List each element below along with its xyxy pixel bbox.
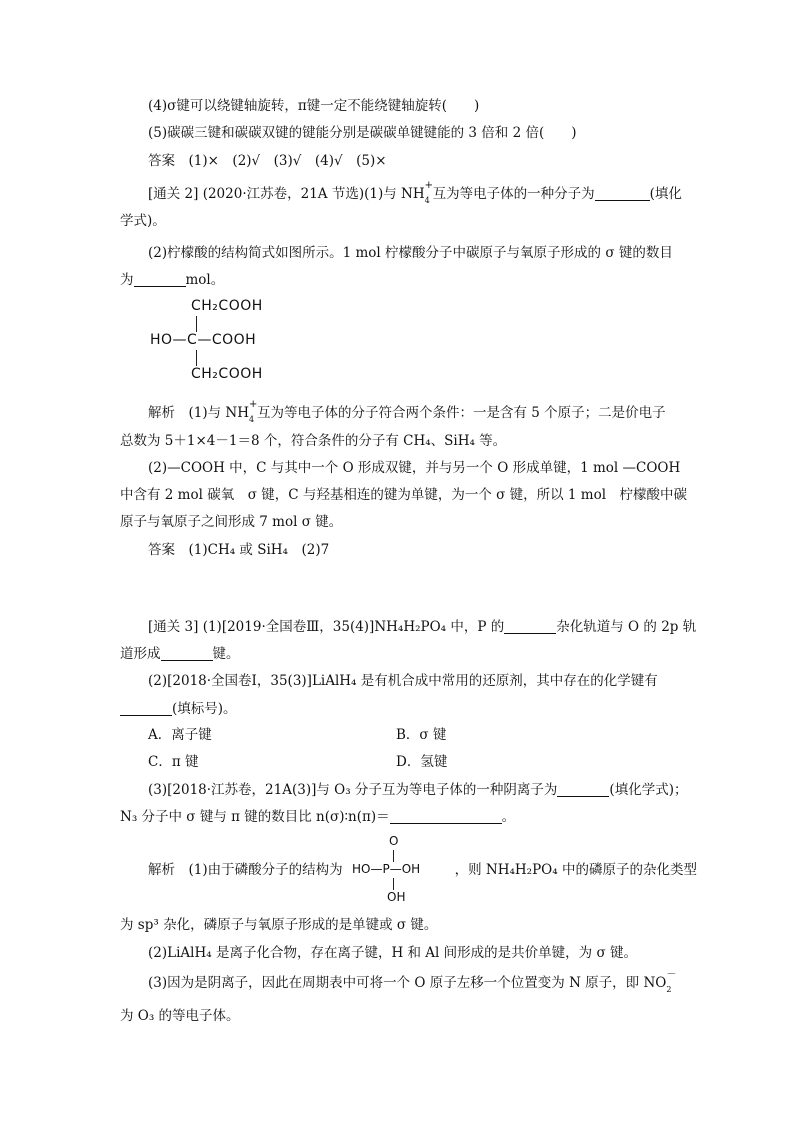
structure-middle: HO—C—COOH [150,332,257,348]
option-c: C．π 键 [148,754,199,770]
tg3-line2: 道形成 键。 [120,646,240,662]
ammonium-ion-mark: + 4 [249,399,258,424]
tg2-line1-c: (填化 [649,186,682,202]
tg2-jiexi1: 解析 (1)与 NH + 4 互为等电子体的分子符合两个条件：一是含有 5 个原子；二是价电子 [148,399,666,424]
option-b: B．σ 键 [396,727,447,743]
tg3-q3-line1: (3)[2018·江苏卷，21A(3)]与 O₃ 分子互为等电子体的一种阴离子为 (填化学式)； [148,782,688,798]
tg2-line1-b: 互为等电子体的一种分子为 [432,186,595,202]
tg2-line1 [148,180,682,205]
tg2-jiexi5: 原子与氧原子之间形成 7 mol σ 键。 [120,514,343,530]
answer-2: 答案 (1)CH₄ 或 SiH₄ (2)7 [148,542,330,558]
tg3-line1: [通关 3] (1)[2019·全国卷Ⅲ，35(4)]NH₄H₂PO₄ 中，P 的 杂化轨道与 O 的 2p 轨 [148,619,697,635]
tg2-q2-line2: 为 mol。 [120,272,225,288]
option-a: A．离子键 [148,727,212,743]
structure-bottom: CH₂COOH [191,366,263,382]
answer-blank[interactable] [161,646,213,661]
tg3-jiexi1: 解析 (1)由于磷酸分子的结构为 ，则 NH₄H₂PO₄ 中的磷原子的杂化类型 [148,862,697,878]
bond-line [393,878,394,890]
phos-middle: HO—P—OH [352,862,421,876]
tg3-q3-line2: N₃ 分子中 σ 键与 π 键的数目比 n(σ)∶n(π)＝ 。 [120,809,516,825]
tg3-jiexi4: (3)因为是阴离子，因此在周期表中可将一个 O 原子左移一个位置变为 N 原子，即 NO － 2 [148,969,677,994]
answer-blank[interactable] [134,272,186,287]
tg3-q2-line2: (填标号)。 [120,700,237,718]
ammonium-ion-mark: + 4 [424,180,433,205]
answer-blank[interactable] [120,701,172,716]
phos-top-o: O [389,834,399,848]
tg3-jiexi2: 为 sp³ 杂化，磷原子与氧原子形成的是单键或 σ 键。 [120,917,438,933]
tg2-line2: 学式)。 [120,213,166,229]
structure-top: CH₂COOH [191,298,263,314]
bond-line [196,350,197,366]
answer-blank[interactable] [390,809,502,824]
question-5: (5)碳碳三键和碳碳双键的键能分别是碳碳单键键能的 3 倍和 2 倍( ) [148,125,577,141]
tg2-jiexi3: (2)—COOH 中，C 与其中一个 O 形成双键，并与另一个 O 形成单键，1 mol —COOH [148,460,681,476]
answer-blank[interactable] [504,619,556,634]
nitrite-ion-mark: － 2 [666,969,677,994]
tg2-jiexi4: 中含有 2 mol 碳氧 σ 键，C 与羟基相连的键为单键，为一个 σ 键，所以 1 mol 柠檬酸中碳 [120,487,688,503]
tg2-q2-line1: (2)柠檬酸的结构简式如图所示。1 mol 柠檬酸分子中碳原子与氧原子形成的 σ 键的数目 [148,245,673,261]
tg3-q2-line1: (2)[2018·全国卷Ⅰ，35(3)]LiAlH₄ 是有机合成中常用的还原剂，其中存在的化学键有 [148,673,658,689]
tg3-jiexi5: 为 O₃ 的等电子体。 [120,1008,240,1024]
answer-blank[interactable] [595,186,650,201]
answer-1: 答案 (1)× (2)√ (3)√ (4)√ (5)× [148,153,387,169]
option-d: D．氢键 [396,754,448,770]
tg3-jiexi3: (2)LiAlH₄ 是离子化合物，存在离子键，H 和 Al 间形成的是共价单键，为 σ 键。 [148,945,637,961]
bond-line [196,316,197,332]
answer-blank[interactable] [557,782,609,797]
question-4: (4)σ键可以绕键轴旋转，π键一定不能绕键轴旋转( ) [148,98,480,114]
tg2-line1-a: [通关 2] (2020·江苏卷，21A 节选)(1)与 NH [148,186,425,202]
phos-bottom-oh: OH [387,890,406,904]
bond-line [393,850,394,862]
tg2-jiexi2: 总数为 5＋1×4－1＝8 个，符合条件的分子有 CH₄、SiH₄ 等。 [120,433,507,449]
